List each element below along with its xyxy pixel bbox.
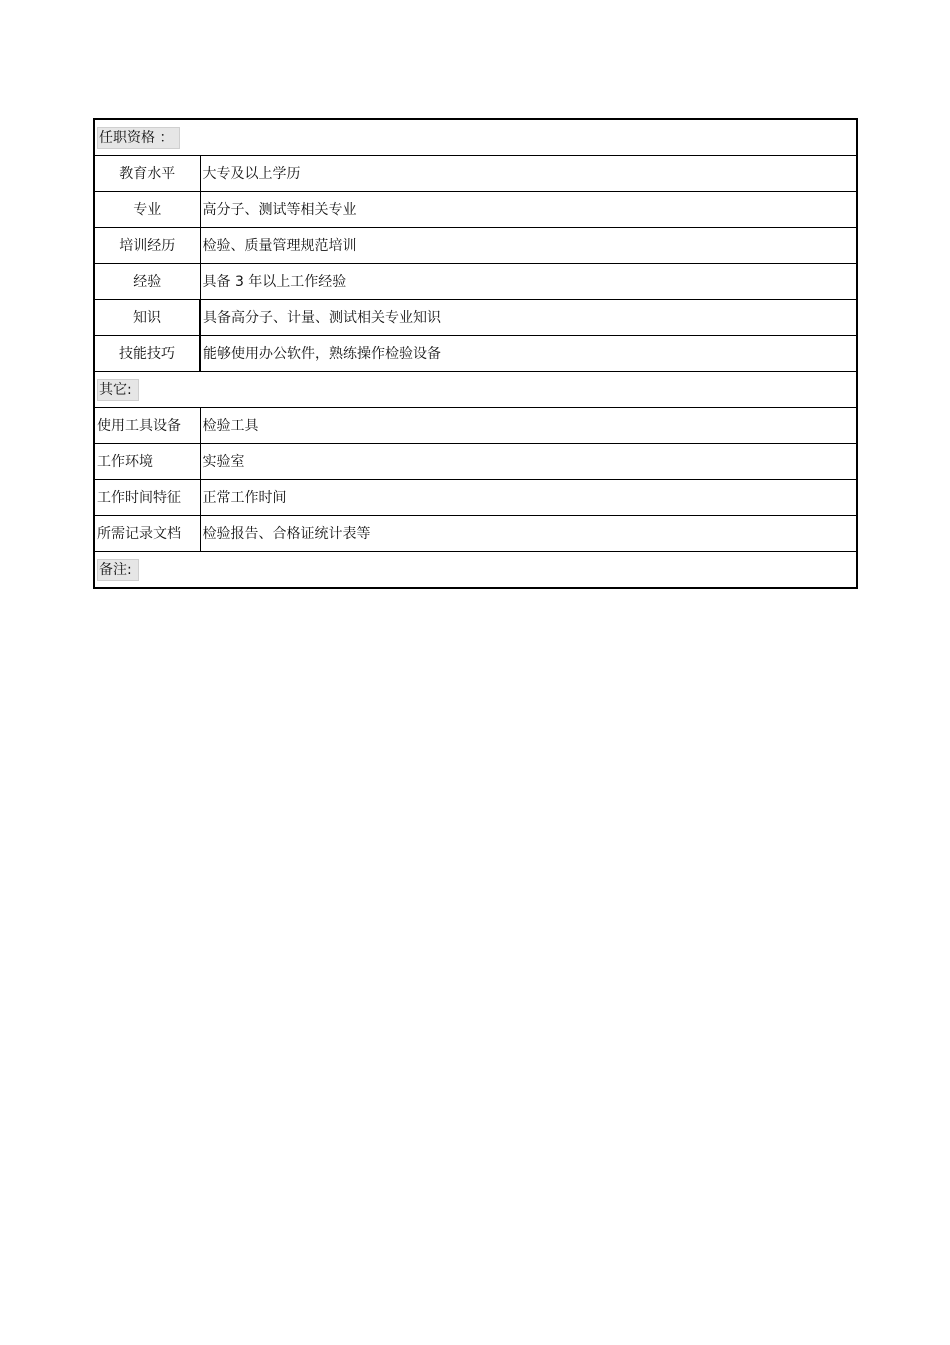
table-row [94, 480, 857, 516]
environment-value: 实验室 [200, 444, 857, 480]
table-row [94, 336, 857, 372]
qualification-heading: 任职资格 ： [97, 127, 180, 149]
remarks-heading: 备注: [97, 559, 139, 581]
table-row [94, 516, 857, 552]
major-value: 高分子、测试等相关专业 [200, 192, 857, 228]
records-label: 所需记录文档 [94, 516, 200, 552]
qualification-header-cell [94, 119, 857, 156]
skills-value: 能够使用办公软件，熟练操作检验设备 [200, 336, 857, 372]
table-row [94, 228, 857, 264]
records-value: 检验报告、合格证统计表等 [200, 516, 857, 552]
work-hours-value: 正常工作时间 [200, 480, 857, 516]
job-qualification-table [93, 118, 858, 589]
qualification-header-row [94, 119, 857, 156]
other-header-row [94, 372, 857, 408]
table-row [94, 300, 857, 336]
knowledge-value: 具备高分子、计量、测试相关专业知识 [200, 300, 857, 336]
table-row [94, 156, 857, 192]
experience-value: 具备 3 年以上工作经验 [200, 264, 857, 300]
remarks-header-row [94, 552, 857, 589]
experience-label: 经验 [94, 264, 200, 300]
tools-value: 检验工具 [200, 408, 857, 444]
table-row [94, 192, 857, 228]
table-row [94, 408, 857, 444]
environment-label: 工作环境 [94, 444, 200, 480]
major-label: 专业 [94, 192, 200, 228]
work-hours-label: 工作时间特征 [94, 480, 200, 516]
training-label: 培训经历 [94, 228, 200, 264]
table-row [94, 444, 857, 480]
knowledge-label: 知识 [94, 300, 200, 336]
training-value: 检验、质量管理规范培训 [200, 228, 857, 264]
skills-label: 技能技巧 [94, 336, 200, 372]
tools-label: 使用工具设备 [94, 408, 200, 444]
other-header-cell [94, 372, 857, 408]
education-value: 大专及以上学历 [200, 156, 857, 192]
education-label: 教育水平 [94, 156, 200, 192]
table-row [94, 264, 857, 300]
other-heading: 其它: [97, 379, 139, 401]
remarks-header-cell [94, 552, 857, 589]
